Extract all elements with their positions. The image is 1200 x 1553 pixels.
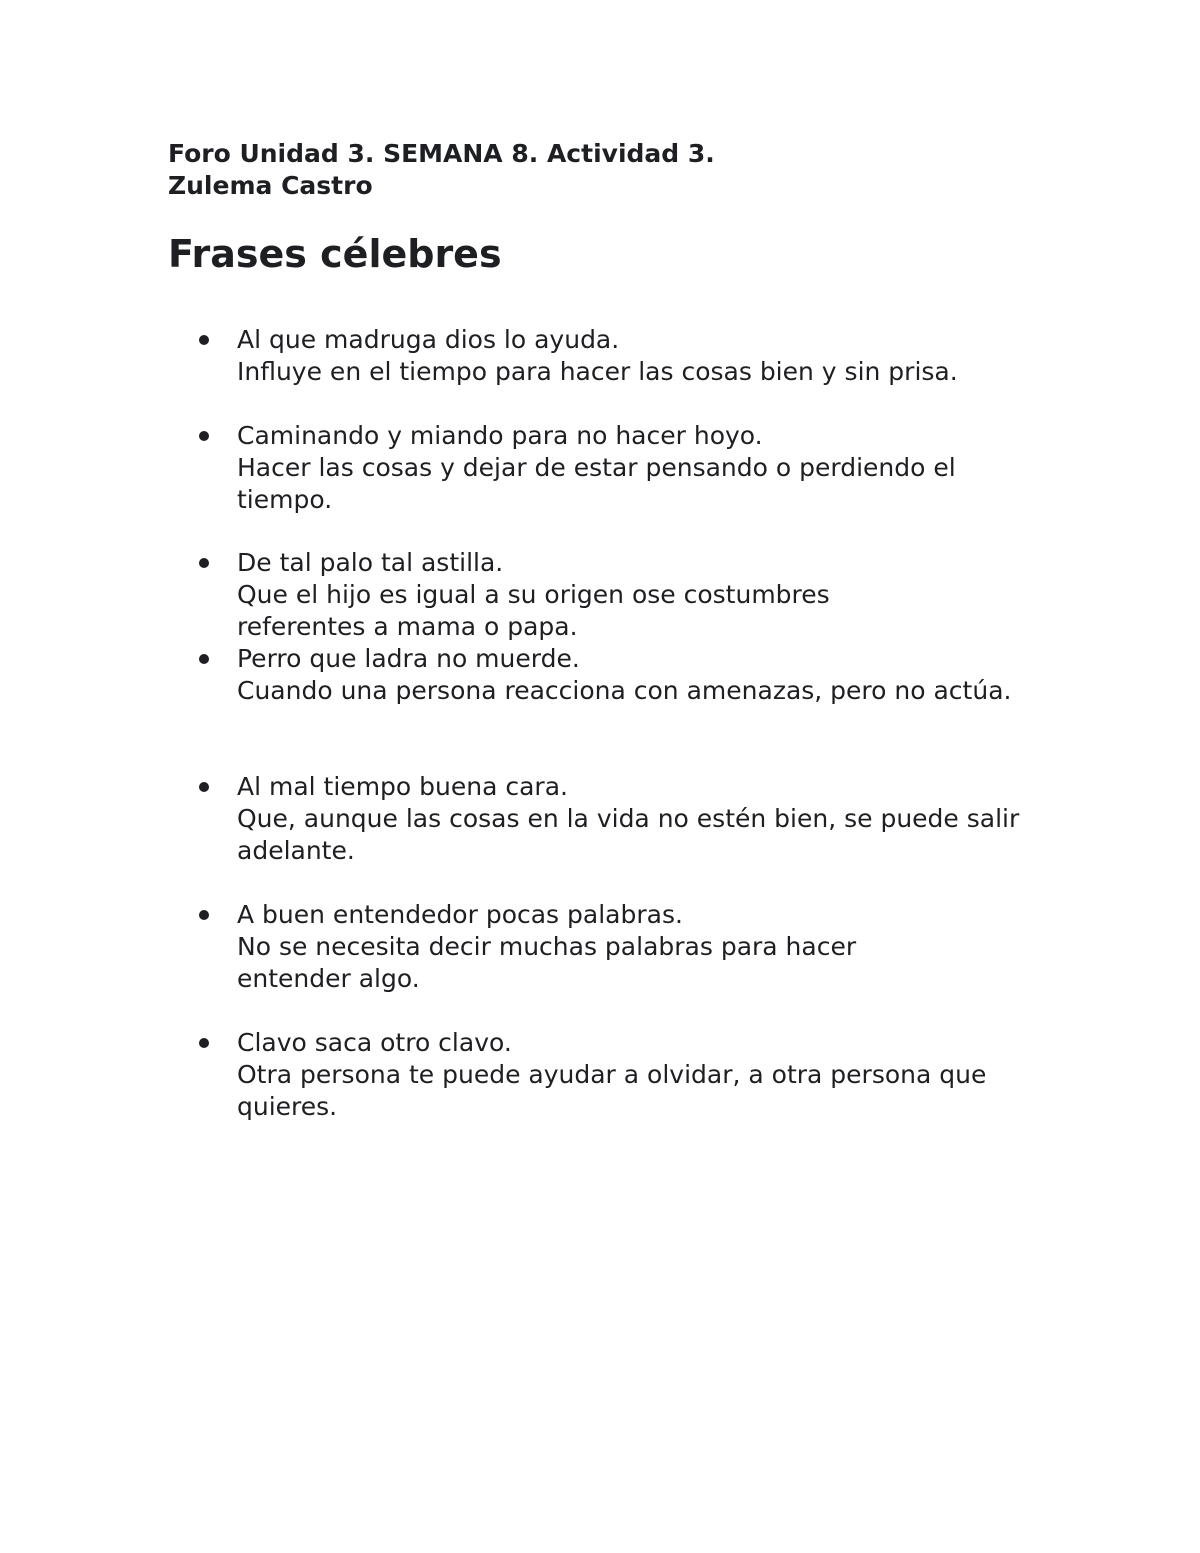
meaning-text: Que, aunque las cosas en la vida no estén bien, se puede salir adelante. — [237, 804, 1020, 865]
phrase-text: Al mal tiempo buena cara. — [237, 772, 568, 801]
author-name: Zulema Castro — [168, 171, 373, 200]
list-item-text — [237, 324, 1047, 388]
bullet-icon — [199, 335, 209, 345]
list-item-text — [237, 643, 1027, 707]
bullet-icon — [199, 654, 209, 664]
phrase-text: Clavo saca otro clavo. — [237, 1028, 512, 1057]
meaning-text: Que el hijo es igual a su origen ose costumbres referentes a mama o papa. — [237, 580, 830, 641]
phrase-text: Caminando y miando para no hacer hoyo. — [237, 421, 763, 450]
bullet-icon — [199, 782, 209, 792]
list-item-text — [237, 547, 917, 643]
header-title: Foro Unidad 3. SEMANA 8. Actividad 3. — [168, 139, 715, 168]
phrase-text: Al que madruga dios lo ayuda. — [237, 325, 620, 354]
list-item-text — [237, 771, 1037, 867]
list-item-text — [237, 899, 957, 995]
phrase-text: De tal palo tal astilla. — [237, 548, 504, 577]
bullet-icon — [199, 1038, 209, 1048]
page-title: Frases célebres — [168, 232, 502, 276]
bullet-icon — [199, 558, 209, 568]
list-item-text — [237, 420, 1047, 516]
phrase-text: A buen entendedor pocas palabras. — [237, 900, 683, 929]
list-item-text — [237, 1027, 1017, 1123]
meaning-text: Influye en el tiempo para hacer las cosas bien y sin prisa. — [237, 357, 958, 386]
meaning-text: Hacer las cosas y dejar de estar pensando o perdiendo el tiempo. — [237, 453, 956, 514]
meaning-text: Otra persona te puede ayudar a olvidar, a otra persona que quieres. — [237, 1060, 987, 1121]
meaning-text: Cuando una persona reacciona con amenazas, pero no actúa. — [237, 676, 1012, 705]
bullet-icon — [199, 910, 209, 920]
meaning-text: No se necesita decir muchas palabras para hacer entender algo. — [237, 932, 857, 993]
phrase-text: Perro que ladra no muerde. — [237, 644, 580, 673]
bullet-icon — [199, 431, 209, 441]
